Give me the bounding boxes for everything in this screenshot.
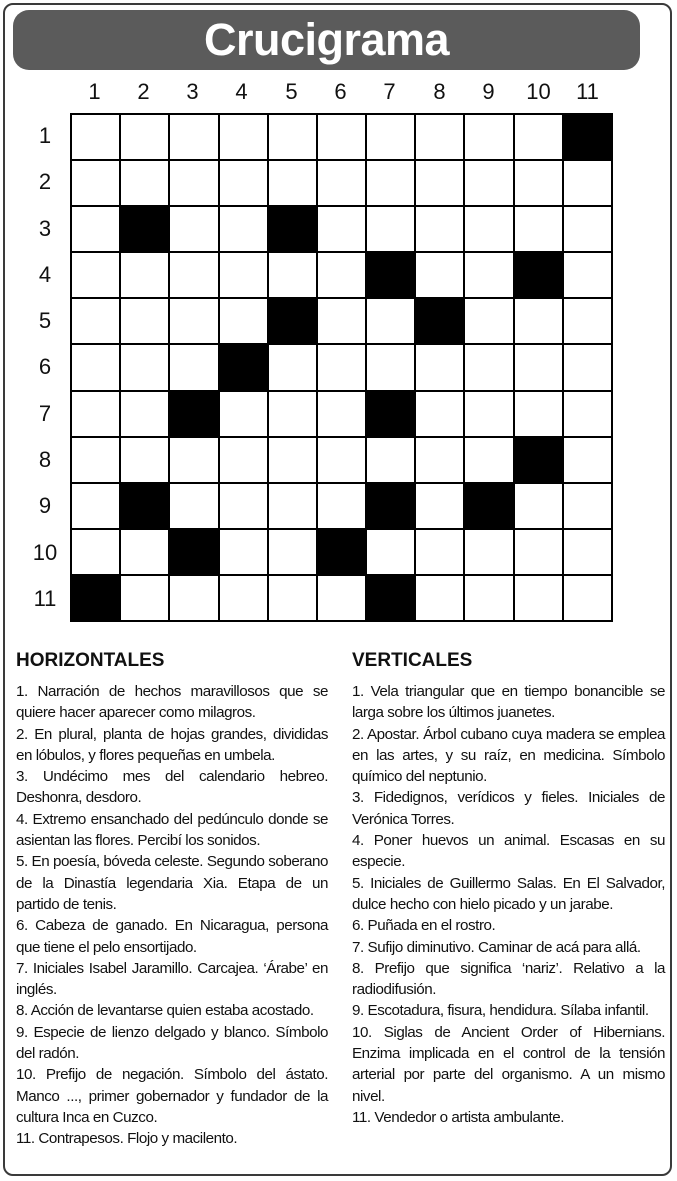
- grid-cell[interactable]: [465, 392, 512, 436]
- grid-cell[interactable]: [269, 530, 316, 574]
- horizontal-clue: 10. Prefijo de negación. Símbolo del ástato. Manco ..., primer gobernador y fundador de la cultura Inca en Cuzco.: [16, 1066, 328, 1126]
- vertical-clue: 6. Puñada en el rostro.: [352, 917, 496, 935]
- column-number: 7: [383, 79, 396, 104]
- grid-cell-black: [269, 299, 316, 343]
- row-number: 4: [38, 262, 52, 287]
- grid-cell-black: [367, 484, 414, 528]
- grid-cell[interactable]: [465, 207, 512, 251]
- grid-cell[interactable]: [269, 484, 316, 528]
- grid-cell[interactable]: [367, 161, 414, 205]
- grid-cell[interactable]: [121, 345, 168, 389]
- grid-cell[interactable]: [515, 392, 562, 436]
- horizontal-clue: 2. En plural, planta de hojas grandes, divididas en lóbulos, y flores pequeñas en umbela.: [16, 725, 328, 764]
- grid-cell[interactable]: [564, 530, 611, 574]
- grid-cell[interactable]: [220, 438, 267, 482]
- grid-cell[interactable]: [220, 576, 267, 620]
- grid-cell[interactable]: [220, 115, 267, 159]
- grid-cell[interactable]: [170, 299, 217, 343]
- grid-cell[interactable]: [269, 392, 316, 436]
- grid-cell[interactable]: [367, 115, 414, 159]
- grid-cell[interactable]: [220, 299, 267, 343]
- grid-cell[interactable]: [269, 115, 316, 159]
- horizontal-clue: 6. Cabeza de ganado. En Nicaragua, persona que tiene el pelo ensortijado.: [16, 917, 328, 956]
- grid-cell[interactable]: [170, 438, 217, 482]
- column-number: 3: [186, 79, 199, 104]
- row-number: 10: [32, 540, 58, 565]
- grid-cell[interactable]: [318, 345, 365, 389]
- grid-cell[interactable]: [170, 207, 217, 251]
- grid-cell[interactable]: [416, 161, 463, 205]
- grid-cell[interactable]: [318, 576, 365, 620]
- grid-cell[interactable]: [72, 253, 119, 297]
- column-number: 11: [576, 79, 599, 104]
- column-number: 9: [482, 79, 495, 104]
- grid-cell-black: [367, 253, 414, 297]
- grid-cell[interactable]: [564, 438, 611, 482]
- grid-cell-black: [121, 484, 168, 528]
- grid-cell-black: [564, 115, 611, 159]
- grid-cell[interactable]: [170, 161, 217, 205]
- grid-cell[interactable]: [564, 345, 611, 389]
- verticales-section: [352, 648, 665, 1128]
- grid-cell[interactable]: [220, 530, 267, 574]
- grid-cell[interactable]: [515, 161, 562, 205]
- vertical-clue: 4. Poner huevos un animal. Escasas en su especie.: [352, 832, 665, 871]
- grid-cell[interactable]: [515, 576, 562, 620]
- grid-cell[interactable]: [269, 161, 316, 205]
- vertical-clue: 10. Siglas de Ancient Order of Hibernians. Enzima implicada en el control de la tensión arterial por parte del organismo. A un mismo nivel.: [352, 1023, 665, 1105]
- grid-cell[interactable]: [416, 253, 463, 297]
- column-number: 4: [235, 79, 248, 104]
- grid-cell[interactable]: [318, 299, 365, 343]
- grid-cell[interactable]: [416, 345, 463, 389]
- grid-cell[interactable]: [318, 484, 365, 528]
- grid-cell[interactable]: [121, 161, 168, 205]
- grid-cell[interactable]: [416, 115, 463, 159]
- grid-cell-black: [367, 576, 414, 620]
- grid-cell[interactable]: [367, 299, 414, 343]
- page-title: Crucigrama: [13, 10, 640, 70]
- grid-cell[interactable]: [170, 345, 217, 389]
- grid-cell-black: [220, 345, 267, 389]
- grid-cell[interactable]: [318, 161, 365, 205]
- row-number: 8: [38, 447, 52, 472]
- grid-cell[interactable]: [515, 484, 562, 528]
- grid-cell[interactable]: [121, 392, 168, 436]
- horizontal-clue: 4. Extremo ensanchado del pedúnculo donde se asientan las flores. Percibí los sonidos.: [16, 810, 328, 850]
- grid-cell[interactable]: [72, 207, 119, 251]
- grid-cell-black: [416, 299, 463, 343]
- grid-cell[interactable]: [465, 530, 512, 574]
- grid-cell[interactable]: [416, 576, 463, 620]
- grid-cell[interactable]: [318, 207, 365, 251]
- grid-cell[interactable]: [515, 115, 562, 159]
- grid-cell[interactable]: [515, 345, 562, 389]
- row-number: 5: [38, 308, 52, 333]
- grid-cell-black: [170, 530, 217, 574]
- grid-cell[interactable]: [121, 530, 168, 574]
- column-number: 2: [137, 79, 150, 104]
- grid-cell[interactable]: [318, 115, 365, 159]
- horizontal-clue: 9. Especie de lienzo delgado y blanco. Símbolo del radón.: [16, 1023, 328, 1063]
- grid-cell[interactable]: [416, 484, 463, 528]
- vertical-clue: 11. Vendedor o artista ambulante.: [352, 1108, 564, 1126]
- grid-cell[interactable]: [465, 253, 512, 297]
- grid-cell[interactable]: [170, 115, 217, 159]
- grid-cell[interactable]: [269, 438, 316, 482]
- grid-cell[interactable]: [564, 576, 611, 620]
- horizontales-heading: HORIZONTALES: [16, 650, 165, 671]
- grid-cell[interactable]: [72, 438, 119, 482]
- row-number: 9: [38, 493, 52, 518]
- grid-cell[interactable]: [220, 161, 267, 205]
- horizontal-clue: 1. Narración de hechos maravillosos que se quiere hacer aparecer como milagros.: [16, 683, 328, 722]
- column-number: 10: [526, 79, 551, 104]
- grid-cell-black: [515, 438, 562, 482]
- grid-cell[interactable]: [170, 484, 217, 528]
- grid-cell[interactable]: [318, 392, 365, 436]
- grid-cell[interactable]: [564, 299, 611, 343]
- grid-cell[interactable]: [416, 438, 463, 482]
- grid-cell[interactable]: [515, 299, 562, 343]
- grid-cell[interactable]: [318, 253, 365, 297]
- grid-cell[interactable]: [72, 392, 119, 436]
- grid-cell[interactable]: [220, 207, 267, 251]
- column-number: 6: [334, 79, 347, 104]
- row-number: 1: [38, 123, 52, 148]
- grid-cell[interactable]: [269, 253, 316, 297]
- grid-cell[interactable]: [220, 392, 267, 436]
- grid-cell[interactable]: [121, 115, 168, 159]
- grid-cell[interactable]: [416, 392, 463, 436]
- grid-cell[interactable]: [465, 161, 512, 205]
- grid-cell[interactable]: [367, 345, 414, 389]
- grid-cell[interactable]: [465, 299, 512, 343]
- vertical-clue: 8. Prefijo que significa ‘nariz’. Relativo a la radiodifusión.: [352, 959, 665, 999]
- grid-cell[interactable]: [121, 576, 168, 620]
- grid-cell[interactable]: [170, 576, 217, 620]
- vertical-clue: 3. Fidedignos, verídicos y fieles. Iniciales de Verónica Torres.: [352, 789, 665, 828]
- verticales-heading: VERTICALES: [352, 650, 473, 671]
- grid-cell[interactable]: [564, 392, 611, 436]
- grid-cell[interactable]: [121, 299, 168, 343]
- horizontal-clue: 7. Iniciales Isabel Jaramillo. Carcajea. ‘Árabe’ en inglés.: [16, 959, 328, 999]
- grid-cell[interactable]: [220, 253, 267, 297]
- row-number: 2: [38, 169, 52, 194]
- grid-cell-black: [72, 576, 119, 620]
- crossword-grid: [70, 113, 613, 622]
- grid-cell[interactable]: [318, 438, 365, 482]
- grid-cell[interactable]: [72, 161, 119, 205]
- vertical-clue: 1. Vela triangular que en tiempo bonancible se larga sobre los últimos juanetes.: [352, 683, 665, 722]
- grid-cell[interactable]: [465, 438, 512, 482]
- vertical-clue: 7. Sufijo diminutivo. Caminar de acá para allá.: [352, 938, 641, 956]
- grid-cell-black: [318, 530, 365, 574]
- horizontal-clue: 8. Acción de levantarse quien estaba acostado.: [16, 1002, 314, 1020]
- grid-cell[interactable]: [564, 253, 611, 297]
- grid-cell[interactable]: [515, 530, 562, 574]
- grid-cell[interactable]: [72, 484, 119, 528]
- grid-cell-black: [170, 392, 217, 436]
- grid-cell[interactable]: [416, 207, 463, 251]
- horizontales-section: [16, 648, 328, 1150]
- row-number: 11: [33, 586, 57, 611]
- grid-cell-black: [121, 207, 168, 251]
- column-number: 5: [285, 79, 298, 104]
- horizontal-clue: 11. Contrapesos. Flojo y macilento.: [16, 1130, 238, 1148]
- horizontal-clue: 5. En poesía, bóveda celeste. Segundo soberano de la Dinastía legendaria Xia. Etapa de un partido de tenis.: [16, 853, 328, 913]
- grid-cell-black: [465, 484, 512, 528]
- grid-cell[interactable]: [515, 207, 562, 251]
- grid-cell[interactable]: [564, 207, 611, 251]
- grid-cell-black: [269, 207, 316, 251]
- column-number: 1: [88, 79, 101, 104]
- grid-cell[interactable]: [269, 576, 316, 620]
- grid-cell[interactable]: [121, 438, 168, 482]
- column-number: 8: [433, 79, 446, 104]
- row-number: 3: [38, 216, 52, 241]
- grid-cell[interactable]: [72, 530, 119, 574]
- grid-cell[interactable]: [465, 576, 512, 620]
- grid-cell[interactable]: [170, 253, 217, 297]
- grid-cell[interactable]: [269, 345, 316, 389]
- horizontal-clue: 3. Undécimo mes del calendario hebreo. Deshonra, desdoro.: [16, 768, 328, 807]
- grid-cell[interactable]: [121, 253, 168, 297]
- vertical-clue: 9. Escotadura, fisura, hendidura. Sílaba infantil.: [352, 1002, 649, 1020]
- grid-cell-black: [515, 253, 562, 297]
- grid-cell-black: [367, 392, 414, 436]
- grid-cell[interactable]: [416, 530, 463, 574]
- vertical-clue: 5. Iniciales de Guillermo Salas. En El Salvador, dulce hecho con hielo picado y un jarabe.: [352, 874, 665, 913]
- grid-cell[interactable]: [465, 345, 512, 389]
- grid-cell[interactable]: [564, 161, 611, 205]
- grid-cell[interactable]: [220, 484, 267, 528]
- row-number: 7: [38, 401, 52, 426]
- grid-cell[interactable]: [564, 484, 611, 528]
- grid-cell[interactable]: [72, 345, 119, 389]
- grid-cell[interactable]: [72, 299, 119, 343]
- grid-cell[interactable]: [367, 207, 414, 251]
- grid-cell[interactable]: [367, 438, 414, 482]
- row-number: 6: [38, 354, 52, 379]
- vertical-clue: 2. Apostar. Árbol cubano cuya madera se emplea en las artes, y su raíz, en medicina. Símbolo químico del neptunio.: [352, 725, 665, 786]
- grid-cell[interactable]: [367, 530, 414, 574]
- grid-cell[interactable]: [465, 115, 512, 159]
- grid-cell[interactable]: [72, 115, 119, 159]
